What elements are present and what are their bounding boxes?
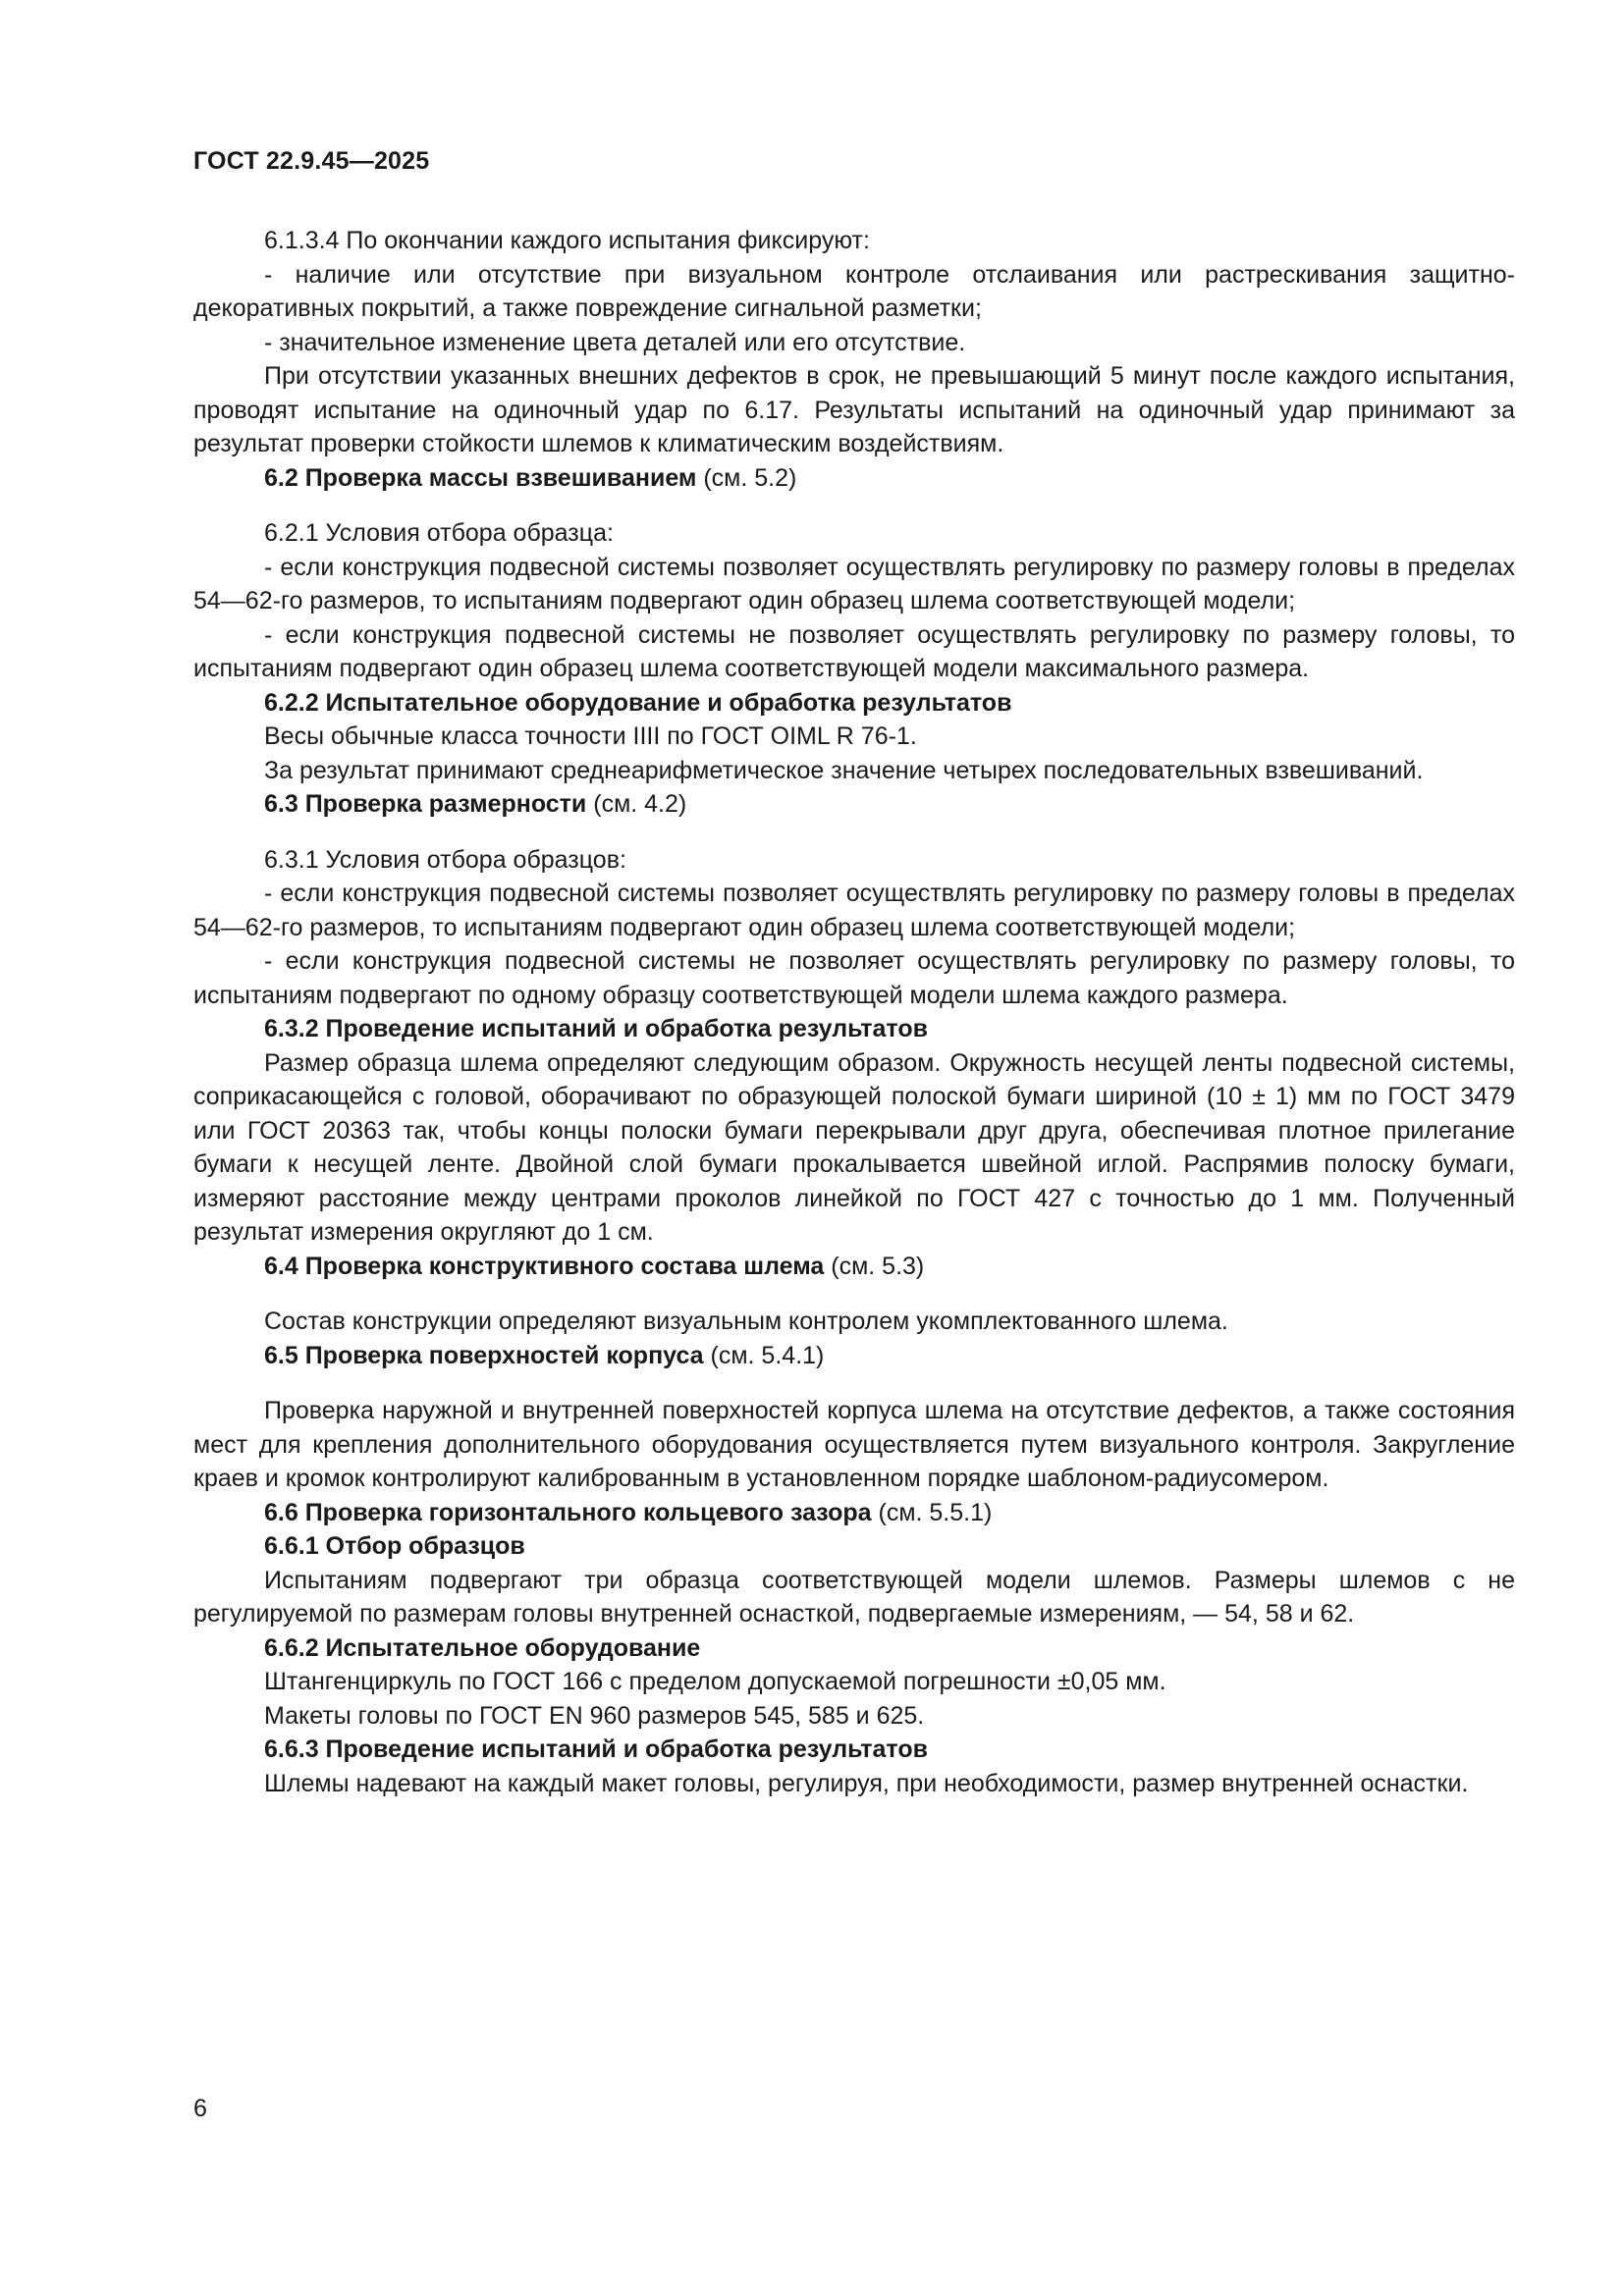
- list-item: - если конструкция подвесной системы не позволяет осуществлять регулировку по размеру головы, то испытаниям подвергают один образец шлема соответствующей модели максимального размера.: [193, 620, 1515, 682]
- document-body: [193, 224, 1515, 1800]
- section-title: 6.4 Проверка конструктивного состава шлема: [264, 1252, 825, 1280]
- paragraph: Шлемы надевают на каждый макет головы, регулируя, при необходимости, размер внутренней оснастки.: [264, 1769, 1469, 1797]
- subsection-heading-6-6-3: 6.6.3 Проведение испытаний и обработка результатов: [264, 1735, 928, 1763]
- paragraph: Испытаниям подвергают три образца соответствующей модели шлемов. Размеры шлемов с не регулируемой по размерам головы внутренней оснасткой, подвергаемые измерениям, — 54, 58 и 62.: [193, 1566, 1515, 1628]
- section-title: 6.2 Проверка массы взвешиванием: [264, 463, 697, 492]
- paragraph: Проверка наружной и внутренней поверхностей корпуса шлема на отсутствие дефектов, а также состояния мест для крепления дополнительного оборудования осуществляется путем визуального контроля. Закругление краев и кромок контролируют калиброванным в установленном порядке шаблоном-радиусомером.: [193, 1397, 1515, 1492]
- section-title: 6.6 Проверка горизонтального кольцевого зазора: [264, 1498, 872, 1526]
- subsection-heading-6-3-2: 6.3.2 Проведение испытаний и обработка результатов: [264, 1015, 928, 1042]
- list-item: - наличие или отсутствие при визуальном контроле отслаивания или растрескивания защитно-декоративных покрытий, а также повреждение сигнальной разметки;: [193, 260, 1515, 322]
- paragraph: Состав конструкции определяют визуальным контролем укомплектованного шлема.: [264, 1308, 1228, 1335]
- section-heading-6-5: [193, 1339, 1515, 1373]
- list-item: - если конструкция подвесной системы не позволяет осуществлять регулировку по размеру головы, то испытаниям подвергают по одному образцу соответствующей модели шлема каждого размера.: [193, 947, 1515, 1009]
- section-reference: (см. 4.2): [593, 790, 687, 818]
- paragraph: Весы обычные класса точности IIII по ГОСТ OIML R 76-1.: [264, 722, 917, 750]
- paragraph-6-3-1-intro: 6.3.1 Условия отбора образцов:: [264, 845, 626, 874]
- section-heading-6-4: [193, 1250, 1515, 1284]
- subsection-heading-6-6-1: 6.6.1 Отбор образцов: [264, 1532, 525, 1560]
- paragraph: Размер образца шлема определяют следующим образом. Окружность несущей ленты подвесной системы, соприкасающейся с головой, оборачивают по образующей полоской бумаги шириной (10 ± 1) мм по ГОСТ 3479 или ГОСТ 20363 так, чтобы концы полоски бумаги перекрывали друг друга, обеспечивая плотное прилегание бумаги к несущей ленте. Двойной слой бумаги прокалывается швейной иглой. Распрямив полоску бумаги, измеряют расстояние между центрами проколов линейкой по ГОСТ 427 с точностью до 1 мм. Полученный результат измерения округляют до 1 см.: [193, 1048, 1515, 1246]
- section-heading-6-3: [193, 787, 1515, 822]
- paragraph-6-1-3-4-intro: 6.1.3.4 По окончании каждого испытания фиксируют:: [264, 227, 870, 254]
- paragraph: За результат принимают среднеарифметическое значение четырех последовательных взвешиваний.: [264, 756, 1424, 784]
- paragraph: Макеты головы по ГОСТ EN 960 размеров 545, 585 и 625.: [264, 1701, 925, 1730]
- list-item: - значительное изменение цвета деталей или его отсутствие.: [264, 328, 966, 356]
- section-heading-6-6: [193, 1496, 1515, 1530]
- paragraph: Штангенциркуль по ГОСТ 166 с пределом допускаемой погрешности ±0,05 мм.: [264, 1668, 1166, 1695]
- list-item: - если конструкция подвесной системы позволяет осуществлять регулировку по размеру головы в пределах 54—62-го размеров, то испытаниям подвергают один образец шлема соответствующей модели;: [193, 553, 1515, 614]
- section-reference: (см. 5.5.1): [878, 1498, 993, 1526]
- paragraph: При отсутствии указанных внешних дефектов в срок, не превышающий 5 минут после каждого испытания, проводят испытание на одиночный удар по 6.17. Результаты испытаний на одиночный удар принимают за результат проверки стойкости шлемов к климатическим воздействиям.: [193, 362, 1515, 457]
- section-reference: (см. 5.2): [703, 463, 797, 492]
- section-reference: (см. 5.4.1): [710, 1341, 825, 1369]
- page-number: 6: [193, 2095, 207, 2122]
- subsection-heading-6-6-2: 6.6.2 Испытательное оборудование: [264, 1633, 701, 1662]
- section-heading-6-2: [193, 461, 1515, 496]
- paragraph-6-2-1-intro: 6.2.1 Условия отбора образца:: [264, 519, 614, 547]
- list-item: - если конструкция подвесной системы позволяет осуществлять регулировку по размеру головы в пределах 54—62-го размеров, то испытаниям подвергают один образец шлема соответствующей модели;: [193, 880, 1515, 941]
- section-title: 6.3 Проверка размерности: [264, 790, 587, 818]
- section-reference: (см. 5.3): [831, 1252, 925, 1280]
- standard-code-header: ГОСТ 22.9.45—2025: [193, 147, 430, 175]
- subsection-heading-6-2-2: 6.2.2 Испытательное оборудование и обработка результатов: [264, 688, 1012, 717]
- section-title: 6.5 Проверка поверхностей корпуса: [264, 1341, 704, 1369]
